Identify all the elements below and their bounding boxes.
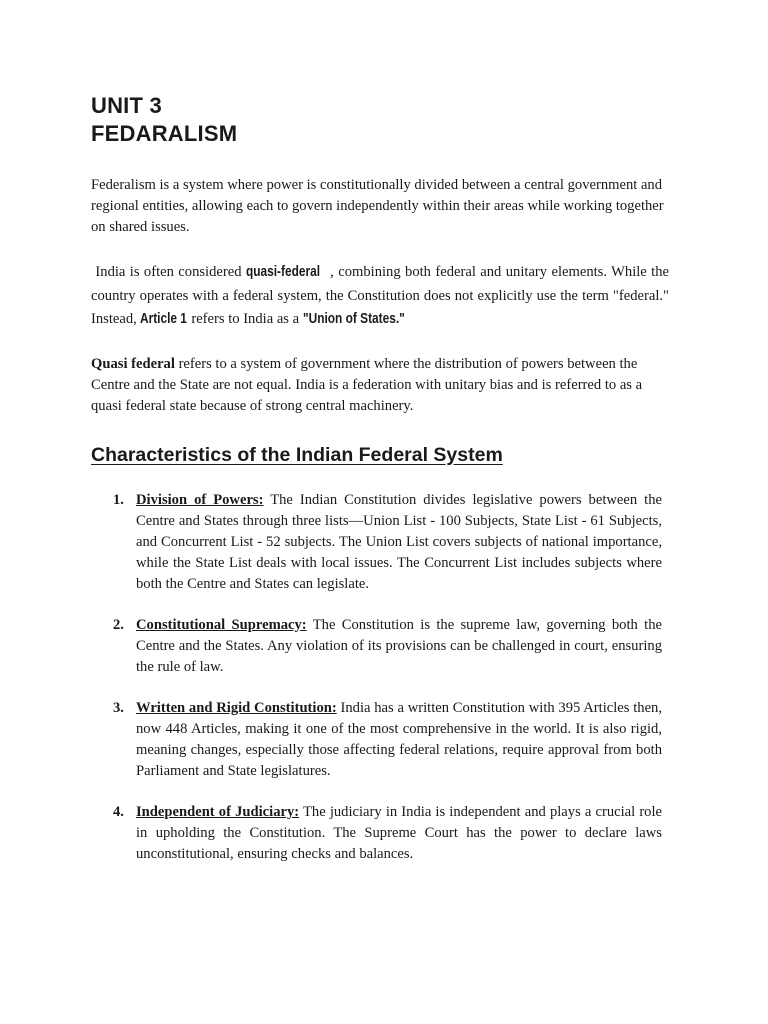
document-page <box>91 92 669 885</box>
section-heading: Characteristics of the Indian Federal System <box>91 443 503 466</box>
item-title: Written and Rigid Constitution: <box>136 699 337 716</box>
item-title: Constitutional Supremacy: <box>136 616 307 633</box>
article-1-term: Article 1 <box>140 311 188 327</box>
item-title: Independent of Judiciary: <box>136 803 300 820</box>
quasi-text-2: , combining both federal and unitary elements. While the country operates with a federal system, the Constitution does not explicitly use the term "federal." Instead, <box>91 264 670 327</box>
list-number: 4. <box>113 803 124 820</box>
list-item <box>91 802 662 865</box>
list-item <box>91 698 662 782</box>
characteristics-list <box>91 490 669 865</box>
intro-paragraph: Federalism is a system where power is constitutionally divided between a central government and regional entities, allowing each to govern independently within their areas while working together on shared issues. <box>91 177 664 235</box>
unit-number: UNIT 3 <box>91 93 162 118</box>
page-title: FEDARALISM <box>91 121 238 146</box>
item-text: The Indian Constitution divides legislative powers between the Centre and States through three lists—Union List - 100 Subjects, State List - 61 Subjects, and Concurrent List - 52 subjects. The Union List covers subjects of national importance, while the State List deals with local issues. The Concurrent List includes subjects where both the Centre and States can legislate. <box>136 491 662 592</box>
quasi-federal-paragraph <box>91 261 669 332</box>
list-number: 2. <box>113 616 124 633</box>
quasi-federal-term: quasi-federal <box>245 264 320 280</box>
item-text: The judiciary in India is independent and plays a crucial role in upholding the Constitution. The Supreme Court has the power to declare laws unconstitutional, ensuring checks and balances. <box>136 803 663 862</box>
quasi-federal-label: Quasi federal <box>91 355 175 372</box>
item-text: India has a written Constitution with 395 Articles then, now 448 Articles, making it one of the most comprehensive in the world. It is also rigid, meaning changes, especially those affecting federal relations, require approval from both Parliament and State legislatures. <box>136 699 662 779</box>
list-item <box>91 615 662 678</box>
list-item <box>91 490 662 595</box>
union-of-states-term: "Union of States." <box>302 311 405 327</box>
quasi-federal-definition <box>91 354 669 417</box>
quasi-federal-definition-text: refers to a system of government where the distribution of powers between the Centre and the State are not equal. India is a federation with unitary bias and is referred to as a quasi federal state because of strong central machinery. <box>91 355 643 414</box>
item-text: The Constitution is the supreme law, governing both the Centre and the States. Any violation of its provisions can be challenged in court, ensuring the rule of law. <box>136 616 662 675</box>
item-title: Division of Powers: <box>136 491 264 508</box>
list-number: 3. <box>113 699 124 716</box>
quasi-text-1: India is often considered <box>95 264 246 280</box>
quasi-text-3: refers to India as a <box>187 311 303 327</box>
list-number: 1. <box>113 491 124 508</box>
unit-heading <box>91 92 669 148</box>
